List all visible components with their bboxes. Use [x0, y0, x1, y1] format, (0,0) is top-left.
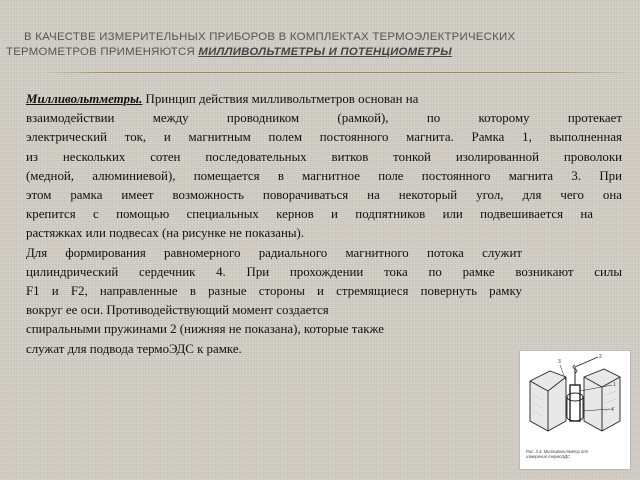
text-line-13: спиральными пружинами 2 (нижняя не показана), которые также: [26, 322, 384, 337]
text-line-6: этом рамка имеет возможность поворачиваться на некоторый угол, для чего она: [26, 188, 622, 203]
title-emphasis: МИЛЛИВОЛЬТМЕТРЫ И ПОТЕНЦИОМЕТРЫ: [198, 46, 452, 58]
text-line-12: вокруг ее оси. Противодействующий момент создается: [26, 303, 329, 318]
text-line-1-rest: Принцип действия милливольтметров основан на: [145, 92, 419, 106]
lead-term: Милливольтметры.: [26, 92, 143, 106]
text-line-10: цилиндрический сердечник 4. При прохождении тока по рамке возникают силы: [26, 264, 622, 279]
text-line-3: электрический ток, и магнитным полем постоянного магнита. Рамка 1, выполненная: [26, 130, 622, 145]
text-line-4: из нескольких сотен последовательных витков тонкой изолированной проволоки: [26, 149, 622, 164]
text-line-8: растяжках или подвесах (на рисунке не показаны).: [26, 226, 305, 241]
text-line-1: [26, 90, 622, 109]
slide-title: [6, 30, 626, 60]
title-line-2-prefix: ТЕРМОМЕТРОВ ПРИМЕНЯЮТСЯ: [6, 46, 195, 58]
svg-text:3: 3: [558, 359, 561, 365]
svg-text:1: 1: [613, 382, 616, 388]
text-line-11: F1 и F2, направленные в разные стороны и стремящиеся повернуть рамку: [26, 284, 522, 299]
title-divider: [40, 72, 630, 73]
body-paragraph: [26, 90, 622, 359]
text-line-14: служат для подвода термоЭДС к рамке.: [26, 341, 242, 356]
text-line-5: (медной, алюминиевой), помещается в магнитное поле постоянного магнита 3. При: [26, 168, 622, 183]
svg-text:4: 4: [611, 407, 614, 413]
svg-text:2: 2: [599, 354, 602, 360]
caption-line-1: Рис. 3.4. Милливольтметр для: [526, 449, 588, 454]
millivoltmeter-diagram: [520, 351, 630, 447]
text-line-2: взаимодействии между проводником (рамкой), по которому протекает: [26, 111, 622, 126]
figure-caption: [526, 449, 626, 459]
millivoltmeter-figure: [519, 350, 631, 470]
text-line-9: Для формирования равномерного радиального магнитного потока служит: [26, 245, 522, 260]
caption-line-2: измерения термоЭДС: [526, 454, 571, 459]
title-line-1: В КАЧЕСТВЕ ИЗМЕРИТЕЛЬНЫХ ПРИБОРОВ В КОМПЛЕКТАХ ТЕРМОЭЛЕКТРИЧЕСКИХ: [24, 31, 516, 43]
text-line-7: крепится с помощью специальных кернов и подпятников или подвешивается на: [26, 207, 593, 222]
title-line-2: [6, 45, 626, 60]
